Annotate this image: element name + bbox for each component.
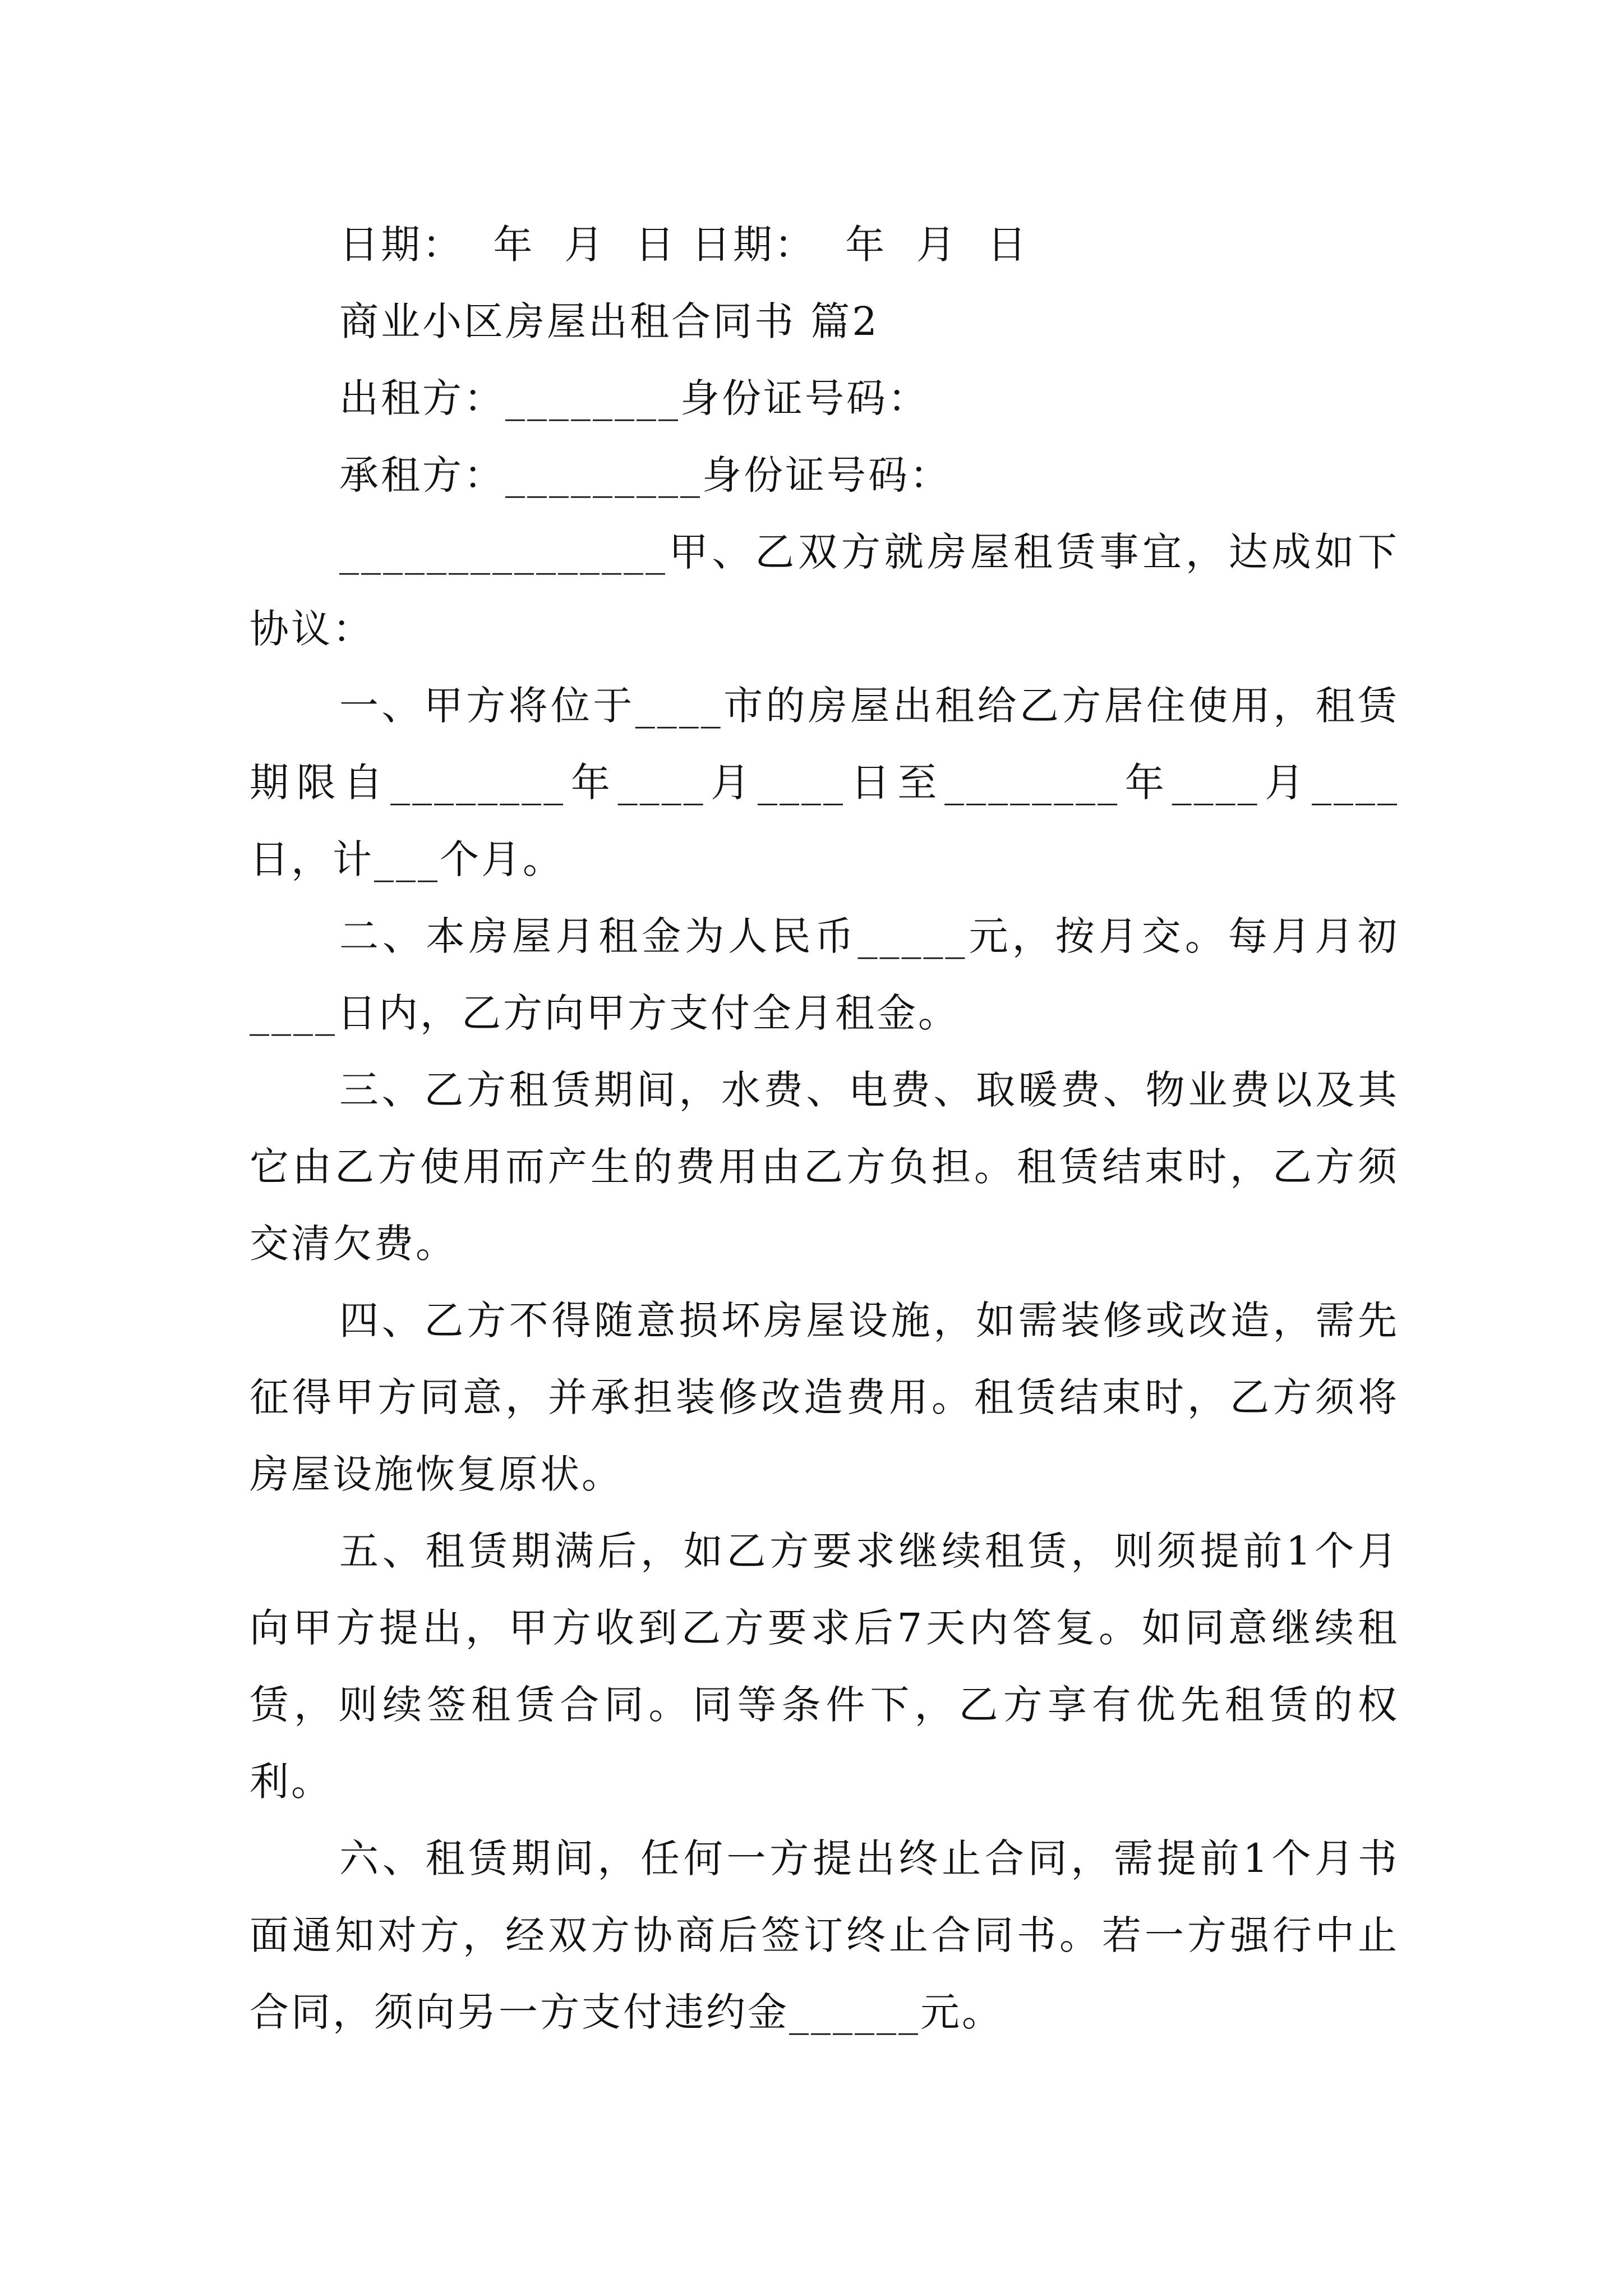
contract-body — [250, 514, 1399, 2051]
clause-4-paragraph: 四、乙方不得随意损坏房屋设施，如需装修或改造，需先征得甲方同意，并承担装修改造费用。租赁结束时，乙方须将房屋设施恢复原状。 — [250, 1297, 1399, 1497]
contract-title: 商业小区房屋出租合同书 篇2 — [339, 298, 879, 344]
clause-6-paragraph: 六、租赁期间，任何一方提出终止合同，需提前1个月书面通知对方，经双方协商后签订终止合同书。若一方强行中止合同，须向另一方支付违约金______元。 — [250, 1835, 1399, 2035]
clause-2-paragraph: 二、本房屋月租金为人民币_____元，按月交。每月月初____日内，乙方向甲方支付全月租金。 — [250, 913, 1399, 1036]
clause-5-paragraph: 五、租赁期满后，如乙方要求继续租赁，则须提前1个月向甲方提出，甲方收到乙方要求后7天内答复。如同意继续租赁，则续签租赁合同。同等条件下，乙方享有优先租赁的权利。 — [250, 1528, 1399, 1805]
lessor-line: 出租方：________身份证号码： — [339, 375, 929, 421]
clause-1-paragraph: 一、甲方将位于____市的房屋出租给乙方居住使用，租赁期限自________年____月____日至________年____月____日，计___个月。 — [250, 683, 1399, 882]
intro-paragraph: _______________甲、乙双方就房屋租赁事宜，达成如下协议： — [250, 529, 1399, 652]
document-header — [250, 206, 1399, 514]
clause-3-paragraph: 三、乙方租赁期间，水费、电费、取暖费、物业费以及其它由乙方使用而产生的费用由乙方负担。租赁结束时，乙方须交清欠费。 — [250, 1067, 1399, 1267]
lessee-line: 承租方：_________身份证号码： — [339, 452, 951, 498]
date-line: 日期： 年 月 日 日期： 年 月 日 — [339, 222, 1029, 268]
